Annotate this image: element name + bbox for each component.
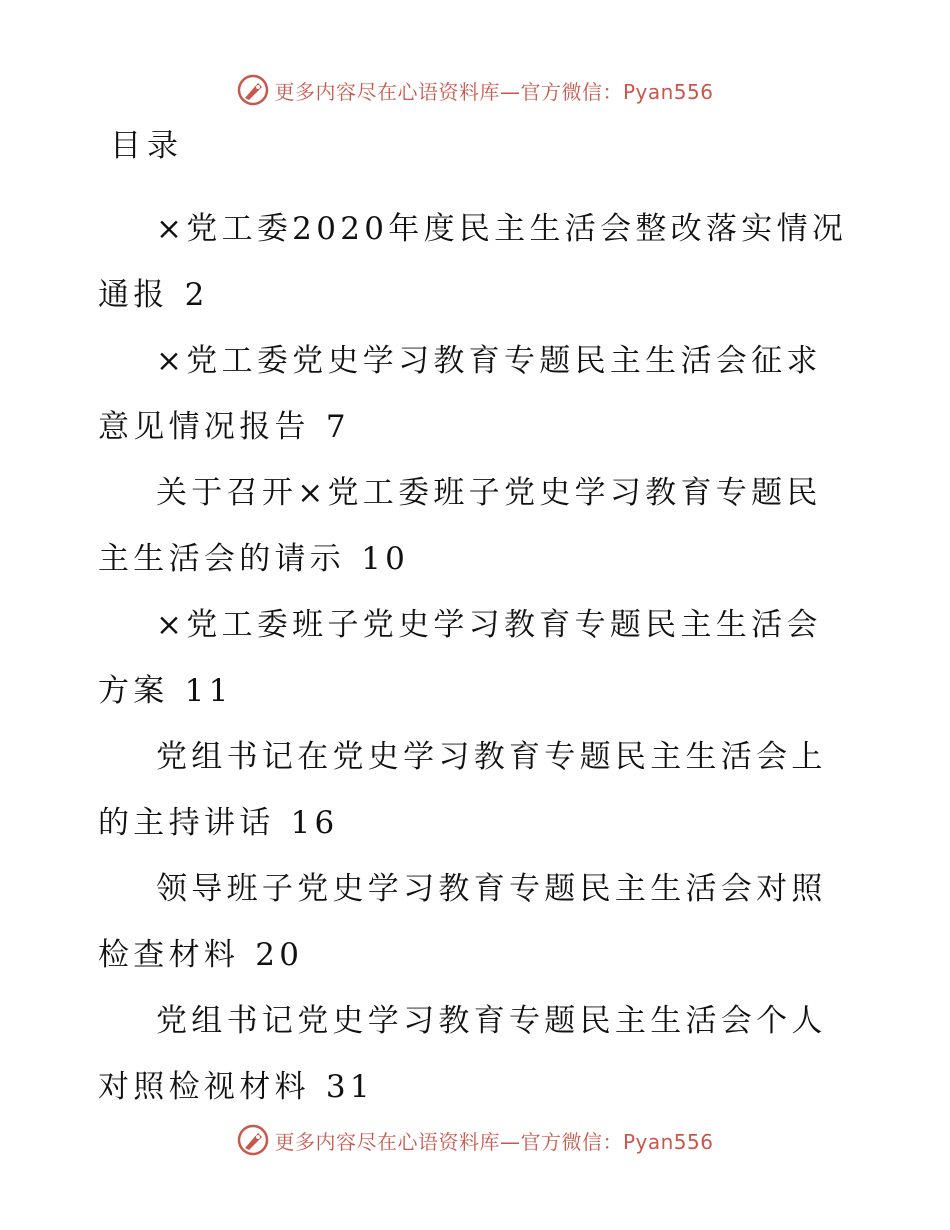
toc-entry-title: ×党工委党史学习教育专题民主生活会征求意见情况报告: [98, 343, 822, 445]
watermark-text: 更多内容尽在心语资料库—官方微信：Pyan556: [274, 1129, 714, 1154]
pen-nib-logo-icon: [236, 1123, 270, 1157]
pen-nib-logo-icon: [236, 73, 270, 107]
toc-entry[interactable]: [98, 460, 848, 592]
toc-entry-title: 领导班子党史学习教育专题民主生活会对照检查材料: [98, 871, 827, 973]
toc-entry[interactable]: [98, 856, 848, 988]
toc-entry-title: 党组书记在党史学习教育专题民主生活会上的主持讲话: [98, 739, 827, 841]
toc-entry[interactable]: [98, 196, 848, 328]
watermark-banner-top: [0, 70, 950, 110]
toc-title: 目录: [110, 128, 184, 164]
toc-entry[interactable]: [98, 724, 848, 856]
watermark-banner-bottom: [0, 1120, 950, 1160]
toc-entry-page: 31: [325, 1069, 374, 1105]
toc-entry-page: 16: [290, 805, 339, 841]
toc-entry-page: 20: [255, 937, 304, 973]
toc-entry-page: 10: [361, 541, 410, 577]
toc-entry-page: 2: [184, 277, 209, 313]
table-of-contents: [98, 196, 848, 1120]
toc-entry-page: 7: [325, 409, 350, 445]
toc-entry-title: ×党工委2020年度民主生活会整改落实情况通报: [98, 211, 848, 313]
toc-entry[interactable]: [98, 328, 848, 460]
toc-entry[interactable]: [98, 988, 848, 1120]
toc-entry-title: ×党工委班子党史学习教育专题民主生活会方案: [98, 607, 822, 709]
watermark-text: 更多内容尽在心语资料库—官方微信：Pyan556: [274, 79, 714, 104]
toc-entry-title: 党组书记党史学习教育专题民主生活会个人对照检视材料: [98, 1003, 827, 1105]
toc-entry-title: 关于召开×党工委班子党史学习教育专题民主生活会的请示: [98, 475, 822, 577]
toc-entry-page: 11: [184, 673, 233, 709]
toc-entry[interactable]: [98, 592, 848, 724]
